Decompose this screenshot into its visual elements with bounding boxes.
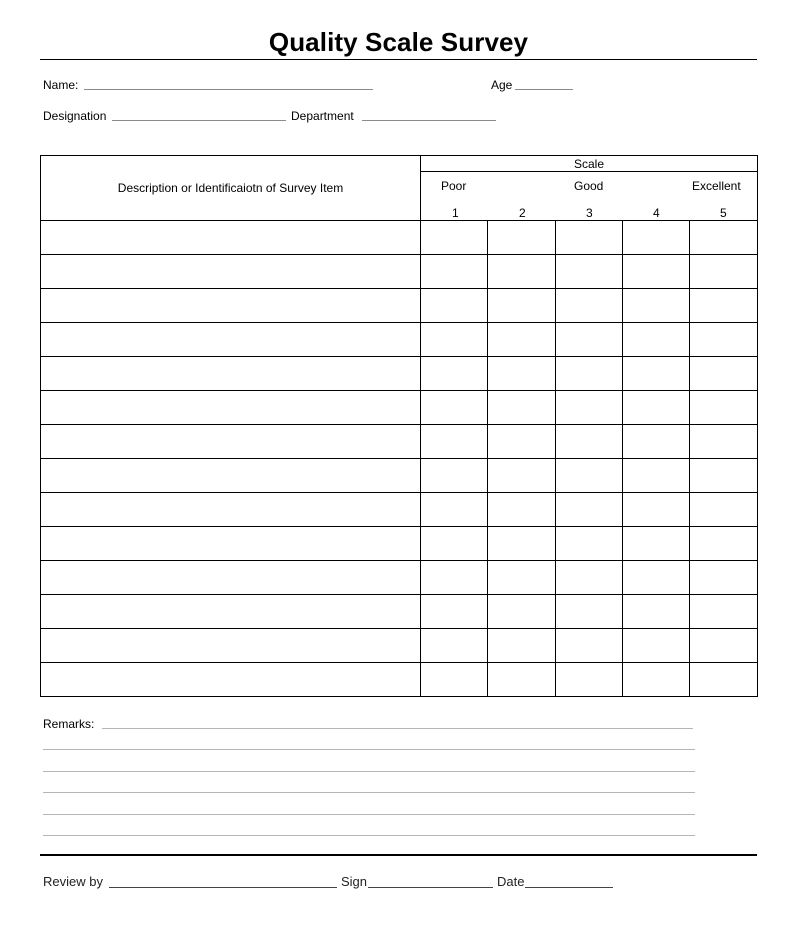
- date-field[interactable]: [525, 887, 613, 888]
- survey-item-cell[interactable]: [41, 493, 421, 527]
- rating-cell-5[interactable]: [690, 561, 758, 595]
- table-row: [41, 493, 758, 527]
- age-field[interactable]: [515, 89, 573, 90]
- remarks-line[interactable]: [43, 771, 695, 772]
- designation-field[interactable]: [112, 120, 286, 121]
- table-row: [41, 221, 758, 255]
- rating-cell-3[interactable]: [556, 527, 623, 561]
- rating-cell-3[interactable]: [556, 289, 623, 323]
- rating-cell-1[interactable]: [421, 289, 488, 323]
- rating-cell-2[interactable]: [488, 255, 556, 289]
- scale-number-5: 5: [720, 206, 727, 220]
- rating-cell-3[interactable]: [556, 255, 623, 289]
- rating-cell-2[interactable]: [488, 425, 556, 459]
- title-divider: [40, 59, 757, 60]
- rating-cell-2[interactable]: [488, 459, 556, 493]
- table-row: [41, 357, 758, 391]
- department-label: Department: [291, 109, 354, 123]
- survey-item-cell[interactable]: [41, 391, 421, 425]
- rating-scale-header: [421, 172, 758, 221]
- rating-cell-3[interactable]: [556, 561, 623, 595]
- rating-cell-3[interactable]: [556, 221, 623, 255]
- table-row: [41, 527, 758, 561]
- rating-cell-1[interactable]: [421, 629, 488, 663]
- rating-cell-5[interactable]: [690, 595, 758, 629]
- rating-cell-1[interactable]: [421, 221, 488, 255]
- survey-item-cell[interactable]: [41, 323, 421, 357]
- scale-label-excellent: Excellent: [692, 179, 741, 193]
- review-by-field[interactable]: [109, 887, 337, 888]
- rating-cell-1[interactable]: [421, 561, 488, 595]
- survey-item-cell[interactable]: [41, 255, 421, 289]
- remarks-line[interactable]: [43, 749, 695, 750]
- table-row: [41, 663, 758, 697]
- department-field[interactable]: [362, 120, 496, 121]
- rating-cell-4[interactable]: [623, 663, 690, 697]
- rating-cell-2[interactable]: [488, 595, 556, 629]
- footer-divider: [40, 854, 757, 856]
- rating-cell-2[interactable]: [488, 493, 556, 527]
- rating-cell-5[interactable]: [690, 391, 758, 425]
- table-row: [41, 289, 758, 323]
- rating-cell-4[interactable]: [623, 289, 690, 323]
- rating-cell-5[interactable]: [690, 323, 758, 357]
- rating-cell-4[interactable]: [623, 255, 690, 289]
- rating-cell-2[interactable]: [488, 663, 556, 697]
- rating-cell-1[interactable]: [421, 255, 488, 289]
- rating-cell-4[interactable]: [623, 493, 690, 527]
- rating-cell-5[interactable]: [690, 459, 758, 493]
- rating-cell-5[interactable]: [690, 493, 758, 527]
- rating-cell-4[interactable]: [623, 323, 690, 357]
- rating-cell-4[interactable]: [623, 357, 690, 391]
- scale-number-2: 2: [519, 206, 526, 220]
- date-label: Date: [497, 874, 525, 889]
- name-label: Name:: [43, 78, 79, 92]
- rating-cell-2[interactable]: [488, 561, 556, 595]
- survey-item-cell[interactable]: [41, 357, 421, 391]
- remarks-line[interactable]: [43, 835, 695, 836]
- scale-number-4: 4: [653, 206, 660, 220]
- rating-cell-3[interactable]: [556, 459, 623, 493]
- remarks-label: Remarks:: [43, 717, 95, 731]
- rating-cell-4[interactable]: [623, 527, 690, 561]
- table-row: [41, 629, 758, 663]
- rating-cell-4[interactable]: [623, 561, 690, 595]
- rating-cell-5[interactable]: [690, 527, 758, 561]
- survey-item-cell[interactable]: [41, 459, 421, 493]
- rating-cell-2[interactable]: [488, 221, 556, 255]
- review-by-label: Review by: [43, 874, 103, 889]
- rating-cell-5[interactable]: [690, 663, 758, 697]
- table-row: [41, 323, 758, 357]
- table-row: [41, 459, 758, 493]
- survey-item-cell[interactable]: [41, 221, 421, 255]
- rating-cell-3[interactable]: [556, 629, 623, 663]
- rating-cell-3[interactable]: [556, 323, 623, 357]
- survey-item-cell[interactable]: [41, 289, 421, 323]
- table-row: [41, 255, 758, 289]
- rating-cell-1[interactable]: [421, 595, 488, 629]
- rating-cell-1[interactable]: [421, 425, 488, 459]
- rating-cell-3[interactable]: [556, 595, 623, 629]
- sign-field[interactable]: [368, 887, 493, 888]
- rating-cell-1[interactable]: [421, 459, 488, 493]
- remarks-line[interactable]: [43, 814, 695, 815]
- rating-cell-2[interactable]: [488, 323, 556, 357]
- survey-table: [40, 155, 758, 697]
- rating-cell-5[interactable]: [690, 255, 758, 289]
- rating-cell-3[interactable]: [556, 663, 623, 697]
- rating-cell-3[interactable]: [556, 391, 623, 425]
- rating-cell-4[interactable]: [623, 221, 690, 255]
- description-header: Description or Identificaiotn of Survey Item: [41, 156, 421, 221]
- rating-cell-5[interactable]: [690, 425, 758, 459]
- rating-cell-5[interactable]: [690, 629, 758, 663]
- scale-header: Scale: [421, 156, 758, 172]
- rating-cell-3[interactable]: [556, 425, 623, 459]
- page-title: Quality Scale Survey: [268, 27, 529, 57]
- rating-cell-3[interactable]: [556, 357, 623, 391]
- sign-label: Sign: [341, 874, 368, 889]
- survey-item-cell[interactable]: [41, 595, 421, 629]
- rating-cell-1[interactable]: [421, 493, 488, 527]
- scale-number-3: 3: [586, 206, 593, 220]
- scale-label-poor: Poor: [441, 179, 467, 193]
- remarks-line[interactable]: [43, 792, 695, 793]
- rating-cell-4[interactable]: [623, 391, 690, 425]
- scale-label-good: Good: [574, 179, 604, 193]
- table-row: [41, 595, 758, 629]
- survey-item-cell[interactable]: [41, 663, 421, 697]
- rating-cell-4[interactable]: [623, 425, 690, 459]
- rating-cell-5[interactable]: [690, 221, 758, 255]
- rating-cell-1[interactable]: [421, 323, 488, 357]
- rating-cell-4[interactable]: [623, 459, 690, 493]
- rating-cell-2[interactable]: [488, 357, 556, 391]
- survey-item-cell[interactable]: [41, 425, 421, 459]
- survey-item-cell[interactable]: [41, 561, 421, 595]
- name-field[interactable]: [84, 89, 373, 90]
- rating-cell-2[interactable]: [488, 289, 556, 323]
- rating-cell-1[interactable]: [421, 527, 488, 561]
- rating-cell-4[interactable]: [623, 595, 690, 629]
- rating-cell-1[interactable]: [421, 663, 488, 697]
- survey-item-cell[interactable]: [41, 629, 421, 663]
- rating-cell-1[interactable]: [421, 391, 488, 425]
- rating-cell-2[interactable]: [488, 527, 556, 561]
- remarks-line[interactable]: [102, 728, 693, 729]
- rating-cell-5[interactable]: [690, 289, 758, 323]
- survey-item-cell[interactable]: [41, 527, 421, 561]
- rating-cell-1[interactable]: [421, 357, 488, 391]
- table-row: [41, 391, 758, 425]
- rating-cell-2[interactable]: [488, 629, 556, 663]
- rating-cell-5[interactable]: [690, 357, 758, 391]
- age-label: Age: [491, 78, 513, 92]
- rating-cell-3[interactable]: [556, 493, 623, 527]
- table-row: [41, 425, 758, 459]
- rating-cell-4[interactable]: [623, 629, 690, 663]
- scale-number-1: 1: [452, 206, 459, 220]
- designation-label: Designation: [43, 109, 107, 123]
- table-row: [41, 561, 758, 595]
- rating-cell-2[interactable]: [488, 391, 556, 425]
